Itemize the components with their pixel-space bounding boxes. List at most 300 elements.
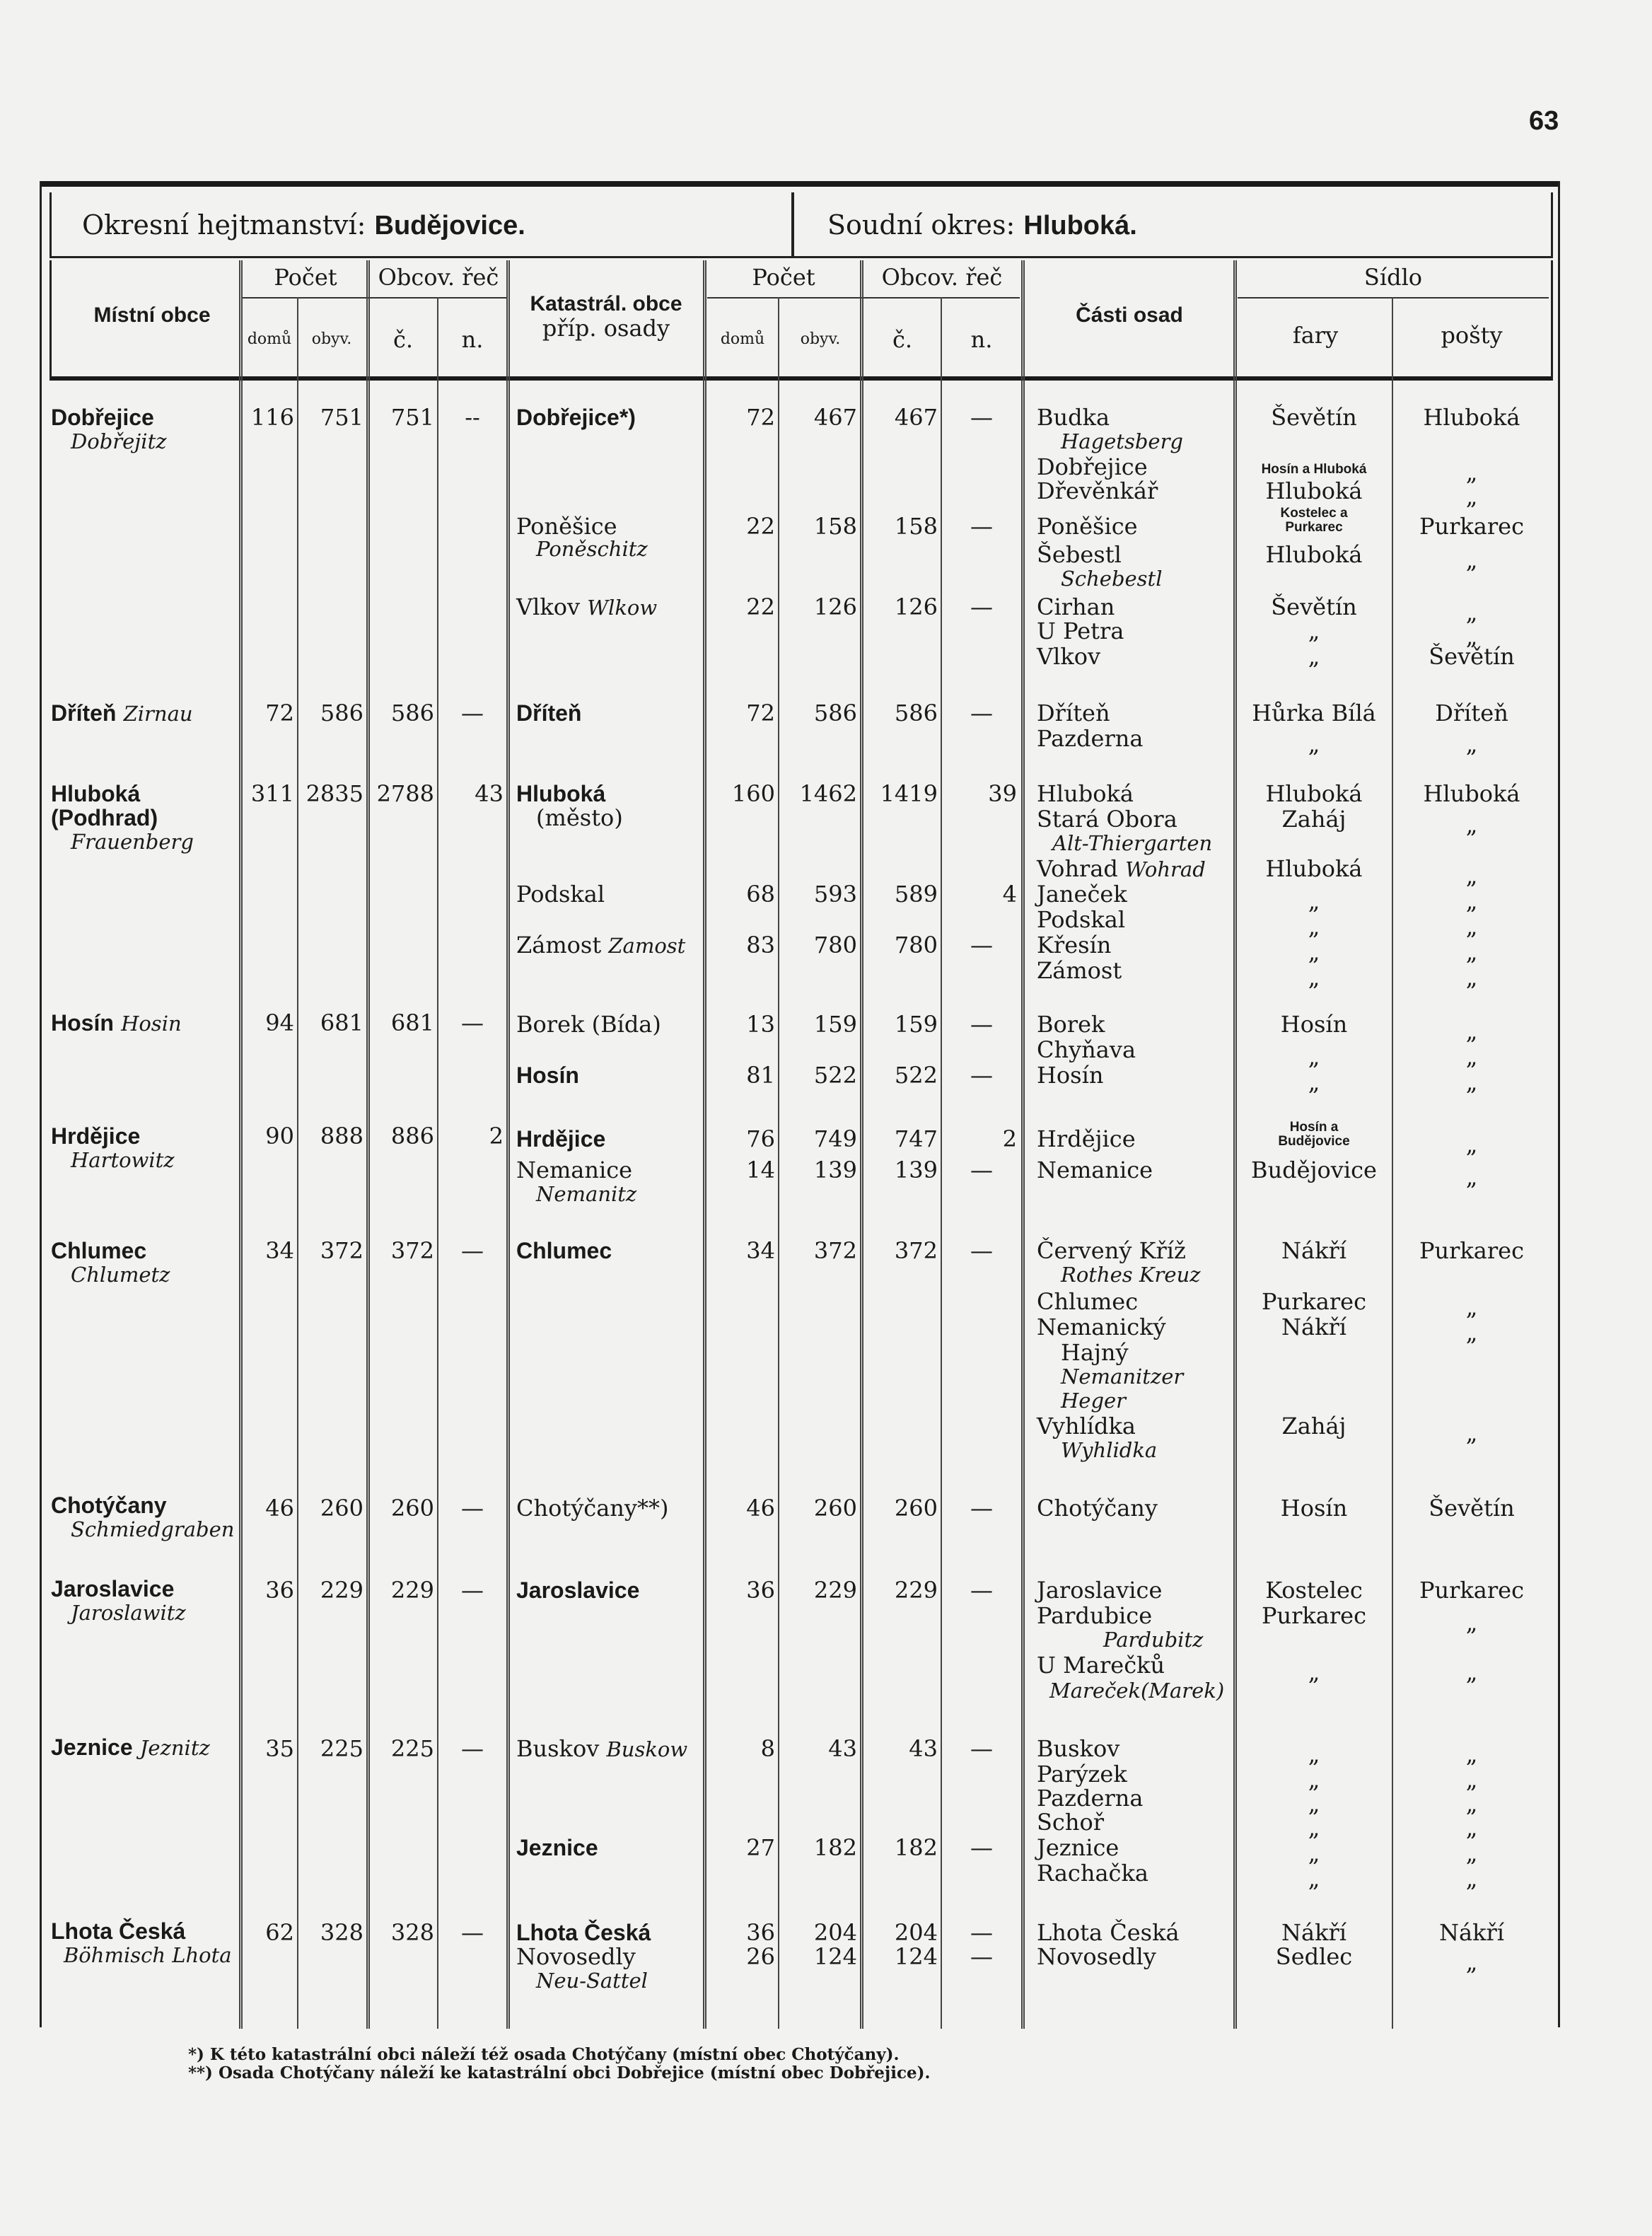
- footnote-1: *) K této katastrální obci náleží též osada Chotýčany (místní obec Chotýčany).: [188, 2045, 900, 2064]
- fara: Hluboká: [1265, 780, 1363, 807]
- obec-name: Chotýčany: [51, 1493, 167, 1518]
- k-c: 124: [894, 1943, 938, 1970]
- katastr-name-cz: Buskov: [516, 1735, 600, 1762]
- k-domu: 72: [746, 404, 775, 431]
- cast-osady: Borek: [1037, 1011, 1105, 1038]
- posta: Hluboká: [1423, 404, 1520, 431]
- posta: „: [1465, 964, 1478, 991]
- k-domu: 22: [746, 593, 775, 620]
- katastr-name-de: Nemanitz: [536, 1182, 637, 1206]
- obec-name-cz: Dříteň: [51, 700, 117, 726]
- posta: „: [1465, 1790, 1478, 1817]
- k-n: —: [970, 1157, 993, 1183]
- posta: „: [1465, 599, 1478, 626]
- k-domu: 83: [746, 932, 775, 958]
- col-rule: [437, 297, 438, 2029]
- fara: Nákří: [1281, 1314, 1346, 1340]
- domu: 35: [265, 1735, 294, 1762]
- obec-name-cz: Hosín: [51, 1010, 114, 1036]
- rec-n: —: [461, 1495, 484, 1522]
- katastr-name-de: Buskow: [606, 1737, 688, 1761]
- col-casti-osad: Části osad: [1076, 303, 1183, 327]
- col-c: č.: [392, 326, 414, 353]
- col-sidlo: Sídlo: [1363, 264, 1423, 291]
- domu: 116: [250, 404, 294, 431]
- rec-c: 372: [390, 1237, 434, 1264]
- rec-n: —: [461, 1009, 484, 1036]
- k-n: 4: [1002, 881, 1017, 908]
- col-katastr-2: příp. osady: [542, 315, 670, 342]
- obec-name-de: Hosin: [121, 1012, 182, 1036]
- katastr-name: [516, 594, 657, 620]
- fara: „: [1308, 1043, 1320, 1070]
- k-obyv: 182: [813, 1834, 857, 1861]
- cast-osady-de: Pardubitz: [1103, 1628, 1204, 1652]
- posta: Ševětín: [1429, 643, 1515, 670]
- fara: „: [1308, 643, 1320, 670]
- header-line: [707, 297, 1020, 299]
- k-c: 260: [894, 1495, 938, 1522]
- katastr-name: Lhota Česká: [516, 1920, 651, 1945]
- cast-osady: Dobřejice: [1037, 453, 1148, 480]
- obyv: 225: [320, 1735, 363, 1762]
- posta: „: [1465, 459, 1478, 486]
- cast-osady-de: Hagetsberg: [1061, 429, 1183, 453]
- obec-name-de: Böhmisch Lhota: [64, 1943, 232, 1967]
- cast-osady: Pardubice: [1037, 1602, 1153, 1629]
- k-c: 229: [894, 1577, 938, 1604]
- cast-osady: Pazderna: [1037, 725, 1144, 752]
- k-domu: 14: [746, 1157, 775, 1183]
- cast-osady: Novosedly: [1037, 1943, 1156, 1970]
- col-rule: [506, 260, 510, 2029]
- domu: 34: [265, 1237, 294, 1264]
- fara: „: [1308, 1840, 1320, 1867]
- cast-osady-cz: Vohrad: [1037, 855, 1118, 882]
- k-c: 586: [894, 700, 938, 726]
- obec-name-de: Dobřejitz: [71, 429, 167, 453]
- fara: Hluboká: [1265, 541, 1363, 568]
- obec-name: [51, 1734, 210, 1761]
- col-domu-2: domů: [720, 330, 765, 348]
- fara: „: [1308, 1790, 1320, 1817]
- cast-osady: Hajný: [1061, 1339, 1129, 1366]
- col-n: n.: [461, 326, 484, 353]
- cast-osady: Poněšice: [1037, 513, 1138, 540]
- k-obyv: 159: [813, 1011, 857, 1038]
- cast-osady: Hluboká: [1037, 780, 1134, 807]
- katastr-name: Chotýčany**): [516, 1495, 669, 1522]
- k-n: —: [970, 700, 993, 726]
- rec-c: 751: [390, 404, 434, 431]
- k-c: 1419: [880, 780, 938, 807]
- cast-osady: Šebestl: [1037, 541, 1122, 568]
- fara: „: [1308, 1766, 1320, 1793]
- obec-name-de: Schmiedgraben: [71, 1517, 235, 1541]
- col-n-2: n.: [970, 326, 993, 353]
- posta: „: [1465, 1294, 1478, 1321]
- posta: Nákří: [1439, 1919, 1504, 1946]
- obec-name: Jaroslavice: [51, 1576, 175, 1601]
- domu: 90: [265, 1123, 294, 1149]
- fara: Ševětín: [1271, 404, 1357, 431]
- rec-n: --: [465, 404, 480, 431]
- cast-osady: Chotýčany: [1037, 1495, 1158, 1522]
- posta: Hluboká: [1423, 780, 1520, 807]
- col-mistni-obce: Místní obce: [93, 303, 211, 327]
- fara: Hosín: [1280, 1495, 1348, 1522]
- col-posty: pošty: [1441, 322, 1503, 349]
- k-domu: 81: [746, 1062, 775, 1089]
- col-rule: [703, 260, 706, 2029]
- district-value: Budějovice.: [374, 211, 525, 241]
- katastr-name: Jeznice: [516, 1835, 598, 1860]
- katastr-name-de: Zamost: [608, 934, 686, 958]
- k-obyv: 229: [813, 1577, 857, 1604]
- posta: „: [1465, 1164, 1478, 1191]
- rec-n: —: [461, 1919, 484, 1946]
- k-domu: 36: [746, 1577, 775, 1604]
- cast-osady: Červený Kříž: [1037, 1237, 1186, 1264]
- k-n: —: [970, 593, 993, 620]
- fara: Kostelec a Purkarec: [1280, 506, 1348, 535]
- cast-osady: U Petra: [1037, 618, 1124, 644]
- posta: „: [1465, 1814, 1478, 1841]
- obec-name-2: (Podhrad): [51, 805, 158, 830]
- header-line: [1238, 297, 1549, 299]
- k-domu: 26: [746, 1943, 775, 1970]
- cast-osady: Rachačka: [1037, 1860, 1148, 1887]
- obyv: 751: [320, 404, 363, 431]
- posta: „: [1465, 731, 1478, 758]
- cast-osady: Jaroslavice: [1037, 1577, 1163, 1604]
- fara: „: [1308, 731, 1320, 758]
- fara: Ševětín: [1271, 593, 1357, 620]
- cast-osady: Dříteň: [1037, 700, 1110, 726]
- col-domu: domů: [247, 330, 292, 348]
- k-n: —: [970, 1495, 993, 1522]
- col-c-2: č.: [892, 326, 913, 353]
- col-fary: fary: [1292, 322, 1339, 349]
- katastr-name: Hrdějice: [516, 1126, 606, 1152]
- posta: „: [1465, 862, 1478, 889]
- obec-name: Hluboká: [51, 781, 141, 806]
- fara: „: [1308, 939, 1320, 966]
- cast-osady: Křesín: [1037, 932, 1112, 958]
- col-obyv: obyv.: [311, 330, 352, 348]
- posta: „: [1465, 1319, 1478, 1346]
- k-c: 126: [894, 593, 938, 620]
- fara: „: [1308, 1814, 1320, 1841]
- posta: „: [1465, 1659, 1478, 1686]
- obec-name-de: Jaroslawitz: [71, 1601, 186, 1625]
- cast-osady: Schoř: [1037, 1809, 1105, 1836]
- obyv: 888: [320, 1123, 363, 1149]
- k-domu: 34: [746, 1237, 775, 1264]
- posta: „: [1465, 811, 1478, 838]
- cast-osady: [1037, 856, 1206, 882]
- cast-osady-de: Schebestl: [1061, 567, 1163, 591]
- obec-name: Dobřejice: [51, 405, 154, 430]
- col-rule: [297, 297, 298, 2029]
- k-obyv: 586: [813, 700, 857, 726]
- domu: 72: [265, 700, 294, 726]
- posta: „: [1465, 1018, 1478, 1045]
- katastr-name-de: Wlkow: [587, 596, 658, 620]
- obec-name-de: Zirnau: [123, 702, 193, 726]
- fara: Purkarec: [1261, 1602, 1367, 1629]
- k-c: 204: [894, 1919, 938, 1946]
- k-domu: 68: [746, 881, 775, 908]
- katastr-name-de: Poněschitz: [536, 537, 648, 561]
- k-obyv: 372: [813, 1237, 857, 1264]
- k-domu: 27: [746, 1834, 775, 1861]
- k-n: —: [970, 404, 993, 431]
- domu: 311: [250, 780, 294, 807]
- cast-osady: U Marečků: [1037, 1652, 1165, 1679]
- rec-c: 681: [390, 1009, 434, 1036]
- obyv: 260: [320, 1495, 363, 1522]
- obec-name: Lhota Česká: [51, 1918, 186, 1944]
- rec-c: 2788: [376, 780, 434, 807]
- k-c: 158: [894, 513, 938, 540]
- posta: „: [1465, 1766, 1478, 1793]
- katastr-name-de: Neu-Sattel: [536, 1969, 648, 1993]
- page-number: 63: [1529, 106, 1559, 136]
- cast-osady: Janeček: [1037, 881, 1127, 908]
- katastr-name: Podskal: [516, 881, 605, 908]
- rec-c: 225: [390, 1735, 434, 1762]
- cast-osady: Jeznice: [1037, 1834, 1119, 1861]
- fara: „: [1308, 1741, 1320, 1768]
- k-domu: 36: [746, 1919, 775, 1946]
- rec-c: 886: [390, 1123, 434, 1149]
- rec-n: 2: [489, 1123, 504, 1149]
- k-n: —: [970, 1919, 993, 1946]
- obec-name: [51, 1010, 182, 1036]
- katastr-name: Dříteň: [516, 700, 582, 726]
- k-obyv: 43: [828, 1735, 857, 1762]
- k-c: 747: [894, 1125, 938, 1152]
- fara: „: [1308, 1865, 1320, 1892]
- court-label: Soudní okres:: [827, 209, 1016, 241]
- k-obyv: 260: [813, 1495, 857, 1522]
- cast-osady: Zámost: [1037, 957, 1122, 984]
- k-c: 159: [894, 1011, 938, 1038]
- posta: „: [1465, 1043, 1478, 1070]
- cast-osady: Stará Obora: [1037, 806, 1177, 833]
- cast-osady: Nemanice: [1037, 1157, 1153, 1183]
- col-obcov-rec-2: Obcov. řeč: [881, 264, 1003, 291]
- obyv: 2835: [306, 780, 363, 807]
- k-n: 39: [988, 780, 1017, 807]
- cast-osady-de: Alt-Thiergarten: [1052, 831, 1213, 855]
- rec-n: —: [461, 1237, 484, 1264]
- katastr-name: Hosín: [516, 1062, 579, 1088]
- posta: „: [1465, 547, 1478, 574]
- fara: Hůrka Bílá: [1252, 700, 1376, 726]
- district-header-separator: [791, 192, 794, 256]
- cast-osady: Chlumec: [1037, 1288, 1139, 1315]
- obec-name-de: Hartowitz: [71, 1148, 175, 1172]
- obec-name: [51, 700, 193, 726]
- k-c: 182: [894, 1834, 938, 1861]
- k-c: 372: [894, 1237, 938, 1264]
- k-n: —: [970, 932, 993, 958]
- posta: „: [1465, 623, 1478, 650]
- rec-n: —: [461, 1577, 484, 1604]
- posta: „: [1465, 1131, 1478, 1158]
- k-c: 467: [894, 404, 938, 431]
- district-label: Okresní hejtmanství:: [82, 209, 366, 241]
- obec-name: Hrdějice: [51, 1123, 141, 1149]
- cast-osady: Dřevěnkář: [1037, 477, 1158, 504]
- k-n: —: [970, 1237, 993, 1264]
- cast-osady: Pazderna: [1037, 1785, 1144, 1812]
- col-rule: [941, 297, 942, 2029]
- obyv: 372: [320, 1237, 363, 1264]
- posta: „: [1465, 913, 1478, 940]
- k-n: —: [970, 1943, 993, 1970]
- cast-osady: Nemanický: [1037, 1314, 1166, 1340]
- katastr-name: [516, 1736, 687, 1762]
- k-n: —: [970, 1735, 993, 1762]
- col-rule: [1233, 260, 1237, 2029]
- k-obyv: 467: [813, 404, 857, 431]
- rec-n: —: [461, 700, 484, 726]
- rec-n: —: [461, 1735, 484, 1762]
- posta: „: [1465, 1865, 1478, 1892]
- obyv: 229: [320, 1577, 363, 1604]
- fara: Sedlec: [1275, 1943, 1353, 1970]
- fara: Hosín: [1280, 1011, 1348, 1038]
- k-c: 522: [894, 1062, 938, 1089]
- court-value: Hluboká.: [1023, 211, 1137, 241]
- k-n: —: [970, 1834, 993, 1861]
- col-rule: [860, 260, 863, 2029]
- col-rule: [1392, 297, 1393, 2029]
- col-pocet-2: Počet: [752, 264, 815, 291]
- posta: Purkarec: [1419, 1577, 1525, 1604]
- rec-c: 328: [390, 1919, 434, 1946]
- cast-osady: Budka: [1037, 404, 1110, 431]
- k-n: 2: [1002, 1125, 1017, 1152]
- k-c: 43: [909, 1735, 938, 1762]
- k-obyv: 158: [813, 513, 857, 540]
- district-left: [82, 209, 525, 241]
- fara: „: [1308, 888, 1320, 915]
- header-line: [242, 297, 506, 299]
- katastr-name: Dobřejice*): [516, 405, 636, 430]
- k-n: —: [970, 1011, 993, 1038]
- k-domu: 72: [746, 700, 775, 726]
- k-c: 589: [894, 881, 938, 908]
- k-c: 780: [894, 932, 938, 958]
- k-domu: 13: [746, 1011, 775, 1038]
- obec-name-de: Chlumetz: [71, 1263, 170, 1287]
- rec-n: 43: [475, 780, 504, 807]
- col-katastr-1: Katastrál. obce: [530, 292, 682, 315]
- posta: Ševětín: [1429, 1495, 1515, 1522]
- k-n: —: [970, 513, 993, 540]
- domu: 46: [265, 1495, 294, 1522]
- fara: „: [1308, 913, 1320, 940]
- k-n: —: [970, 1577, 993, 1604]
- k-obyv: 1462: [799, 780, 857, 807]
- katastr-name: [516, 932, 685, 958]
- cast-osady: Vlkov: [1037, 643, 1101, 670]
- posta: „: [1465, 1069, 1478, 1096]
- col-obyv-2: obyv.: [800, 330, 841, 348]
- k-domu: 8: [760, 1735, 775, 1762]
- k-domu: 46: [746, 1495, 775, 1522]
- k-obyv: 204: [813, 1919, 857, 1946]
- k-obyv: 139: [813, 1157, 857, 1183]
- fara: Kostelec: [1265, 1577, 1363, 1604]
- posta: „: [1465, 483, 1478, 510]
- footnote-2: **) Osada Chotýčany náleží ke katastrální obci Dobřejice (místní obec Dobřejice).: [188, 2063, 931, 2083]
- rec-c: 229: [390, 1577, 434, 1604]
- fara: „: [1308, 1659, 1320, 1686]
- col-rule: [778, 297, 779, 2029]
- rec-c: 586: [390, 700, 434, 726]
- cast-osady-de: Mareček(Marek): [1049, 1679, 1225, 1703]
- col-pocet: Počet: [274, 264, 337, 291]
- cast-osady: Hrdějice: [1037, 1125, 1136, 1152]
- obyv: 681: [320, 1009, 363, 1036]
- katastr-name-cz: Zámost: [516, 932, 602, 958]
- k-domu: 22: [746, 513, 775, 540]
- k-domu: 160: [731, 780, 775, 807]
- fara: Hluboká: [1265, 855, 1363, 882]
- obec-name: Chlumec: [51, 1238, 147, 1263]
- k-obyv: 124: [813, 1943, 857, 1970]
- cast-osady: Vyhlídka: [1037, 1413, 1136, 1440]
- k-n: —: [970, 1062, 993, 1089]
- fara: „: [1308, 964, 1320, 991]
- cast-osady: Buskov: [1037, 1735, 1120, 1762]
- fara: Zaháj: [1281, 806, 1346, 833]
- cast-osady: Chyňava: [1037, 1036, 1136, 1063]
- katastr-name: Hluboká: [516, 781, 606, 806]
- katastr-name: Novosedly: [516, 1943, 636, 1970]
- k-c: 139: [894, 1157, 938, 1183]
- posta: „: [1465, 1840, 1478, 1867]
- posta: Purkarec: [1419, 1237, 1525, 1264]
- obec-name-de: Frauenberg: [71, 830, 194, 854]
- katastr-name: Borek (Bída): [516, 1011, 661, 1038]
- obyv: 328: [320, 1919, 363, 1946]
- posta: „: [1465, 1949, 1478, 1976]
- fara: Hosín a Hluboká: [1261, 462, 1367, 477]
- rec-c: 260: [390, 1495, 434, 1522]
- cast-osady: Parýzek: [1037, 1761, 1127, 1788]
- cast-osady-de: Nemanitzer: [1061, 1365, 1184, 1389]
- fara: Hosín a Budějovice: [1278, 1120, 1350, 1149]
- cast-osady-de: Wohrad: [1125, 857, 1206, 881]
- k-obyv: 749: [813, 1125, 857, 1152]
- domu: 94: [265, 1009, 294, 1036]
- fara: Hluboká: [1265, 477, 1363, 504]
- posta: „: [1465, 1420, 1478, 1447]
- obyv: 586: [320, 700, 363, 726]
- obec-name-cz: Jeznice: [51, 1734, 133, 1760]
- fara: Budějovice: [1251, 1157, 1377, 1183]
- domu: 36: [265, 1577, 294, 1604]
- katastr-name: Poněšice: [516, 513, 617, 540]
- katastr-name-2: (město): [536, 804, 623, 831]
- k-obyv: 126: [813, 593, 857, 620]
